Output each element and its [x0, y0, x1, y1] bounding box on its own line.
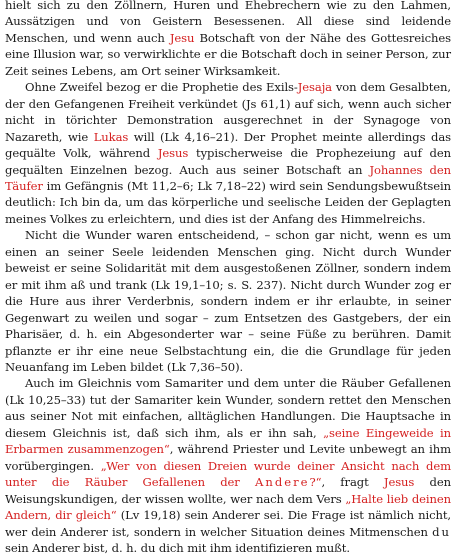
- paragraph: [5, 375, 451, 556]
- text-segment: typischerweise die Prophezeiung auf den gequälten Einzelnen bezog. Auch aus seiner Botschaft an: [5, 146, 451, 177]
- highlighted-text: ?“: [309, 475, 322, 490]
- highlighted-text: Jesu: [169, 30, 195, 45]
- text-segment: Botschaft von der Nähe des Gottesreiches eine Illusion war, so verwirklichte er die Botschaft doch in seiner Person, zur Zeit seines Lebens, am Ort seiner Wirksamkeit.: [5, 30, 451, 78]
- text-segment: im Gefängnis (Mt 11,2–6; Lk 7,18–22) wird sein Sendungsbewußtsein deutlich: Ich bin da, um das körperliche und seelische Leiden der Geplagten meines Volkes zu erleichtern, und dies ist der Anfang des Himmelreichs.: [5, 178, 451, 226]
- text-segment: Nicht die Wunder waren entscheidend, – schon gar nicht, wenn es um einen an seiner Seele leidenden Menschen ging. Nicht durch Wunder beweist er seine Solidarität mit dem ausgestoßenen Zöllner, sondern indem er mit ihm aß und trank (Lk 19,1–10; s. S. 237). Nicht durch Wunder zog er die Hure aus ihrer Verderbnis, sondern indem er ihr erlaubte, in seiner Gegenwart zu weilen und sogar – zum Entsetzen des Gastgebers, der ein Pharisäer, d. h. ein Abgesonderter war – seine Füße zu berühren. Damit pflanzte er ihr eine neue Selbstachtung ein, die die Grundlage für jeden Neuanfang im Leben bildet (Lk 7,36–50).: [5, 228, 451, 374]
- highlighted-text: „Wer von diesen Dreien wurde deiner Ansicht nach dem unter die Räuber Gefallenen der: [5, 458, 451, 490]
- book-page-text: [5, 0, 451, 556]
- highlighted-text: Jesus: [383, 475, 415, 490]
- text-segment: , fragt: [321, 475, 384, 490]
- text-segment: du: [432, 524, 451, 539]
- text-segment: (Lv 19,18) sein Anderer sei. Die Frage ist nämlich nicht, wer dein Anderer ist, sondern in welcher Situation deines Mitmenschen: [5, 508, 451, 539]
- paragraph: [5, 0, 451, 79]
- text-segment: will (Lk 4,16–21). Der Prophet meinte allerdings das gequälte Volk, während: [5, 129, 451, 161]
- text-segment: Auch im Gleichnis vom Samariter und dem unter die Räuber Gefallenen (Lk 10,25–33) tut der Samariter kein Wunder, sondern rettet den Menschen aus seiner Not mit einfachen, alltäglichen Handlungen. Die Hauptsache in diesem Gleichnis ist, daß sich ihm, als er ihn sah,: [5, 376, 451, 440]
- paragraph: [5, 79, 451, 227]
- highlighted-text: „seine Eingeweide in Erbarmen zusammenzogen“: [5, 425, 451, 457]
- highlighted-text: Jesus: [157, 146, 189, 161]
- paragraph: [5, 227, 451, 375]
- highlighted-text: Jesaja: [297, 80, 332, 95]
- highlighted-text: „Halte lieb deinen Andern, dir gleich“: [5, 491, 451, 523]
- highlighted-text: Johannes den Täufer: [5, 162, 451, 193]
- text-segment: sein Anderer bist, d. h. du dich mit ihm identifizieren mußt.: [5, 540, 350, 555]
- text-segment: hielt sich zu den Zöllnern, Huren und Ehebrechern wie zu den Lahmen, Aussätzigen und von Geistern Besessenen. All diese sind leidende Menschen, und wenn auch: [5, 0, 451, 45]
- text-segment: Ohne Zweifel bezog er die Prophetie des Exils-: [25, 80, 298, 95]
- text-segment: den Weisungskundigen, der wissen wollte, wer nach dem Vers: [5, 475, 451, 506]
- highlighted-text: Lukas: [93, 129, 129, 144]
- text-segment: von dem Gesalbten, der den Gefangenen Freiheit verkündet (Js 61,1) auf sich, wenn auch sicher nicht in törichter Demonstration ausgerechnet in der Synagoge von Nazareth, wie: [5, 80, 451, 144]
- highlighted-text: Andere: [254, 475, 310, 490]
- text-segment: , während Priester und Levite unbewegt an ihm vorübergingen.: [5, 442, 452, 473]
